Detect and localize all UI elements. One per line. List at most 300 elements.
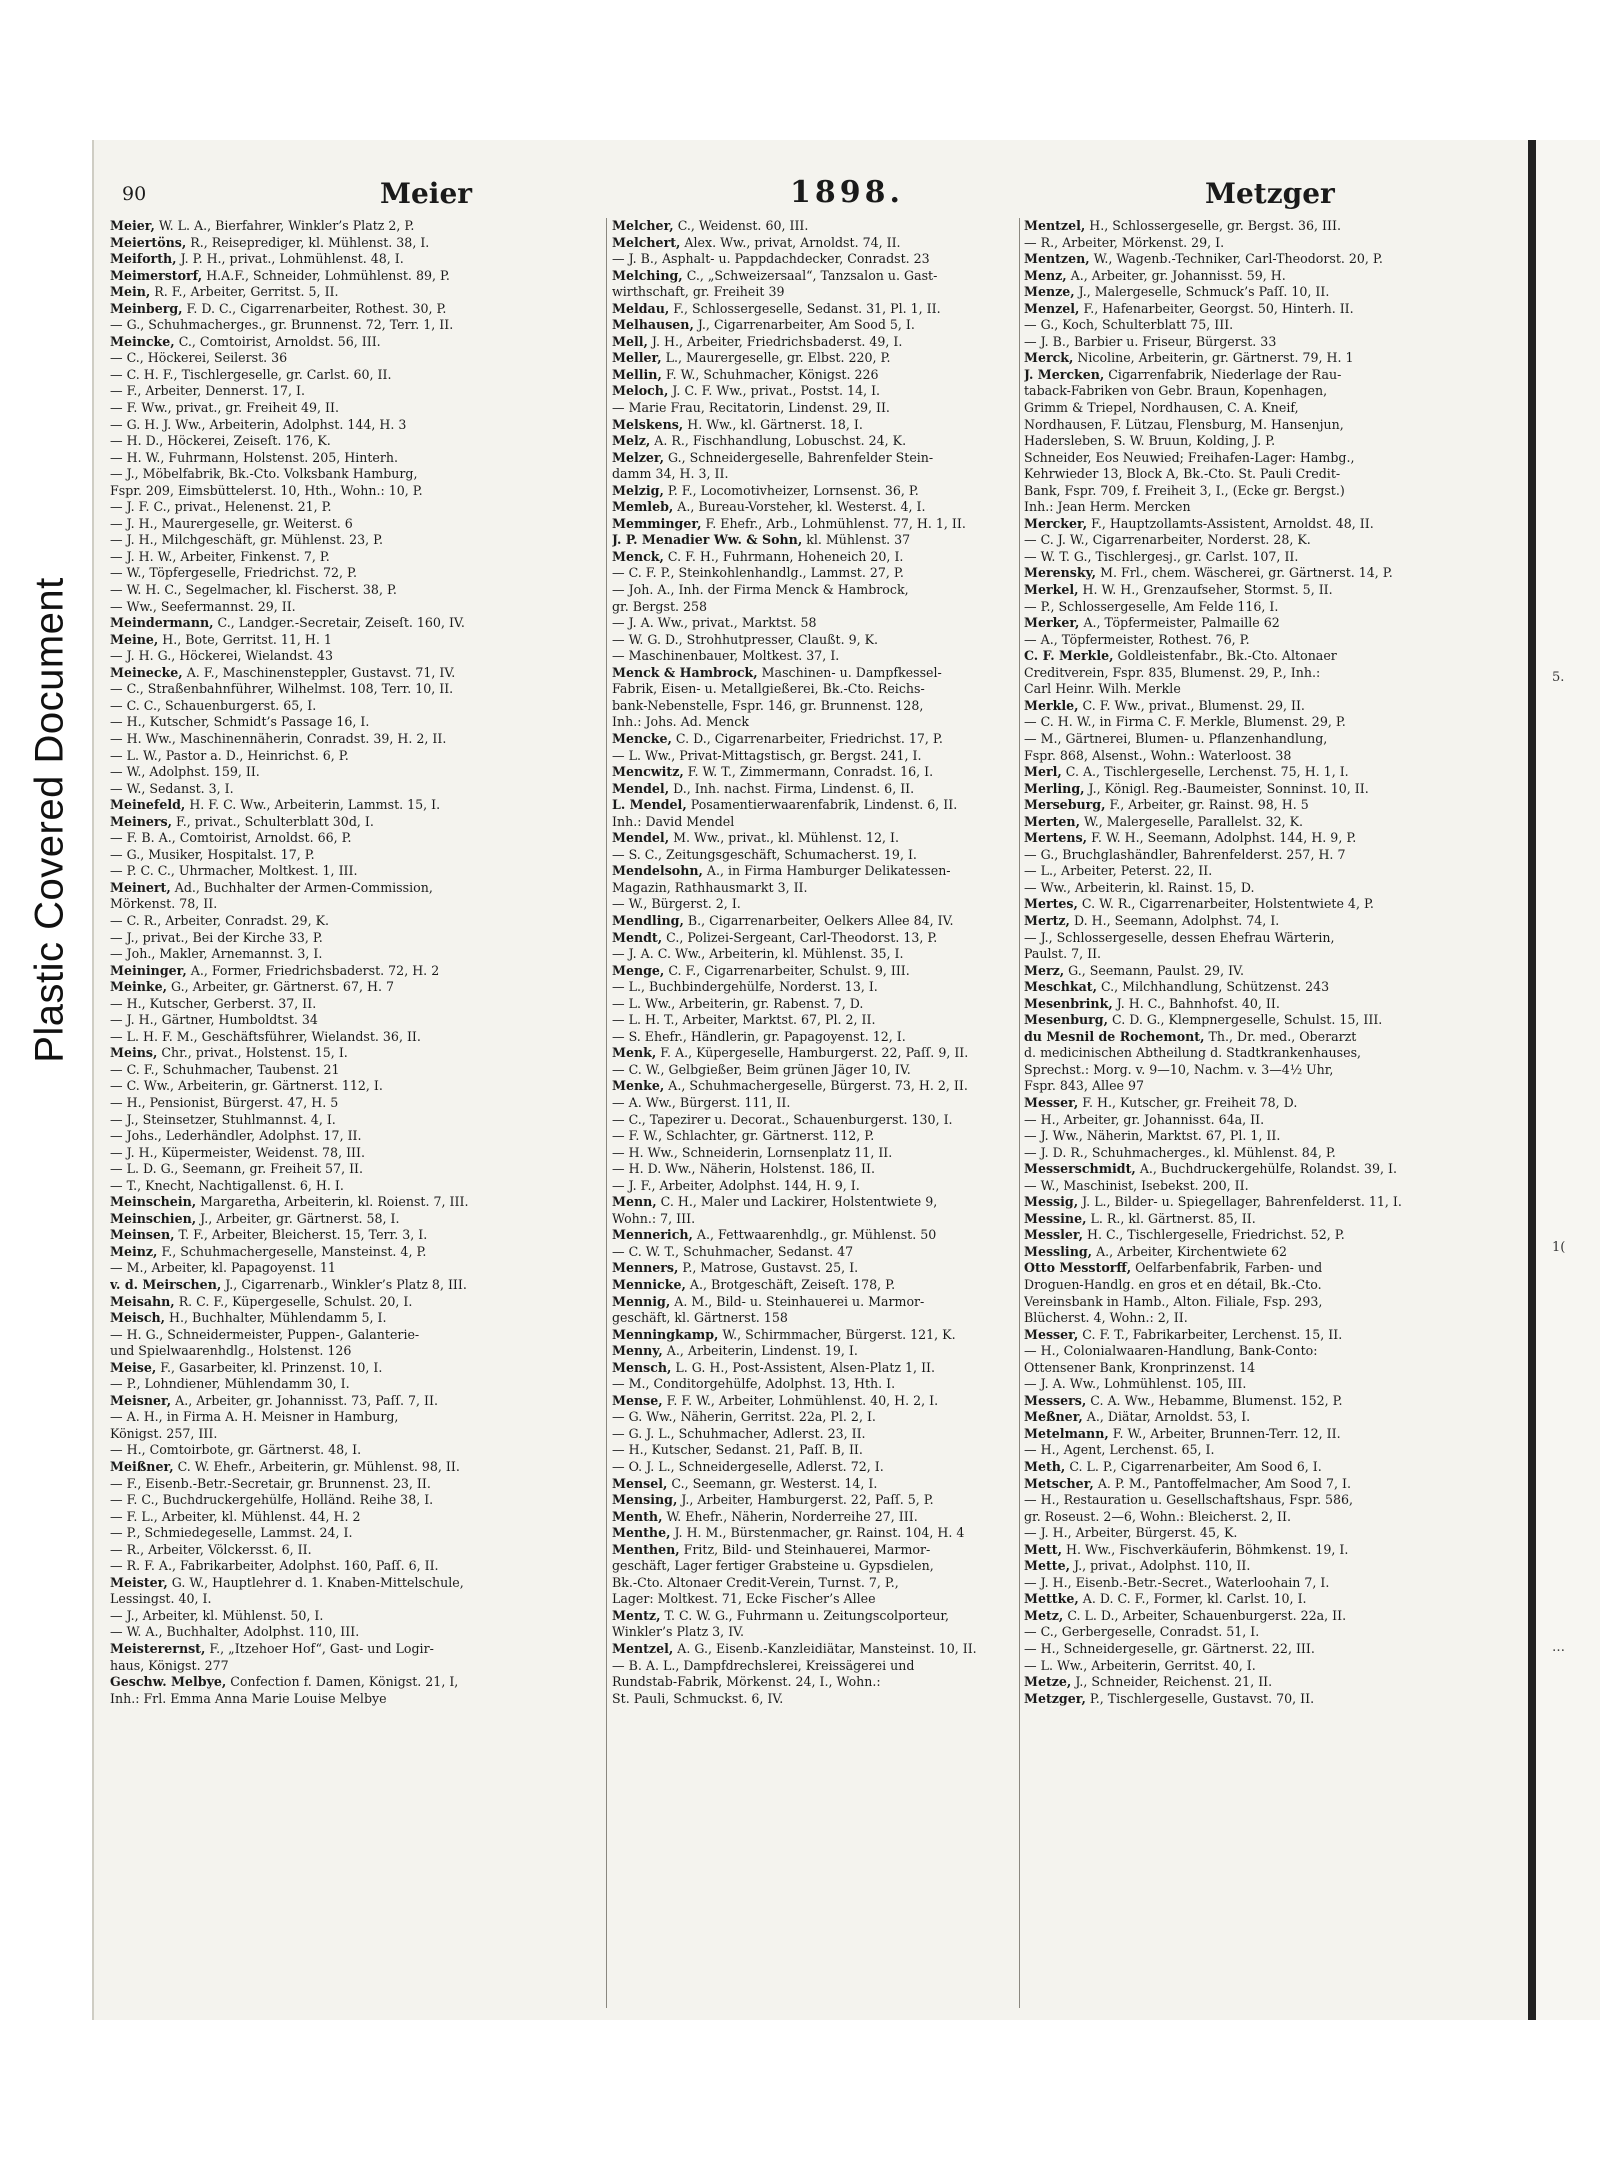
directory-entry — [612, 1509, 1015, 1526]
entry-details: C. F., Cigarrenarbeiter, Schulst. 9, III. — [664, 962, 910, 978]
entry-details: W. Ehefr., Näherin, Norderreihe 27, III. — [662, 1508, 918, 1524]
entry-surname: Mertes, — [1024, 896, 1078, 912]
directory-entry — [1024, 930, 1514, 947]
entry-details: Cigarrenfabrik, Niederlage der Rau- — [1104, 366, 1342, 382]
entry-details: F. W. T., Zimmermann, Conradst. 16, I. — [683, 764, 934, 780]
entry-details: C. L. P., Cigarrenarbeiter, Am Sood 6, I. — [1065, 1459, 1322, 1475]
entry-details: Maschinen- u. Dampfkessel- — [757, 664, 942, 680]
directory-entry — [1024, 847, 1514, 864]
directory-entry — [110, 979, 600, 996]
directory-entry — [1024, 1376, 1514, 1393]
directory-entry — [1024, 251, 1514, 268]
directory-entry — [612, 1691, 1015, 1708]
entry-surname: Meiners, — [110, 813, 173, 829]
entry-details: J., Arbeiter, Hamburgerst. 22, Paſſ. 5, P. — [677, 1492, 934, 1508]
entry-details: Bk.-Cto. Altonaer Credit-Verein, Turnst. 7, P., — [612, 1574, 899, 1590]
entry-details: — C., Höckerei, Seilerst. 36 — [110, 350, 288, 366]
directory-entry — [1024, 1459, 1514, 1476]
entry-details: — H., Arbeiter, gr. Johannisst. 64a, II. — [1024, 1111, 1265, 1127]
entry-details: G., Seemann, Paulst. 29, IV. — [1064, 962, 1244, 978]
directory-entry — [612, 1327, 1015, 1344]
entry-details: — A. Ww., Bürgerst. 111, II. — [612, 1094, 791, 1110]
entry-surname: Merl, — [1024, 764, 1062, 780]
entry-details: — H. Ww., Schneiderin, Lornsenplatz 11, II. — [612, 1144, 893, 1160]
entry-surname: Menge, — [612, 962, 665, 978]
entry-surname: Mell, — [612, 333, 648, 349]
entry-details: C. W. R., Cigarrenarbeiter, Holstentwiete 4, P. — [1077, 896, 1374, 912]
directory-entry — [612, 1128, 1015, 1145]
directory-entry — [612, 367, 1015, 384]
entry-details: J., Schneider, Reichenst. 21, II. — [1071, 1674, 1273, 1690]
directory-entry — [612, 632, 1015, 649]
directory-entry — [110, 1525, 600, 1542]
directory-entry — [612, 483, 1015, 500]
entry-details: — C. H. F., Tischlergeselle, gr. Carlst. 60, II. — [110, 366, 392, 382]
directory-entry — [110, 516, 600, 533]
entry-surname: Mesenbrink, — [1024, 995, 1113, 1011]
directory-entry — [110, 946, 600, 963]
directory-entry — [612, 450, 1015, 467]
directory-entry — [1024, 1476, 1514, 1493]
entry-details: C., Milchhandlung, Schützenst. 243 — [1096, 979, 1330, 995]
directory-entry — [612, 847, 1015, 864]
entry-details: — S. Ehefr., Händlerin, gr. Papagoyenst. 12, I. — [612, 1028, 906, 1044]
entry-details: — W., Maschinist, Isebekst. 200, II. — [1024, 1177, 1249, 1193]
entry-details: A. F., Maschinensteppler, Gustavst. 71, IV. — [182, 664, 456, 680]
directory-entry — [612, 863, 1015, 880]
entry-details: A., Schuhmachergeselle, Bürgerst. 73, H. 2, II. — [664, 1078, 968, 1094]
entry-details: Rundstab-Fabrik, Mörkenst. 24, I., Wohn.: — [612, 1674, 881, 1690]
directory-entry — [110, 1310, 600, 1327]
entry-details: Grimm & Triepel, Nordhausen, C. A. Kneif, — [1024, 400, 1299, 416]
directory-entry — [612, 1575, 1015, 1592]
entry-details: — R., Arbeiter, Mörkenst. 29, I. — [1024, 234, 1225, 250]
directory-entry — [612, 433, 1015, 450]
entry-details: C. W. Ehefr., Arbeiterin, gr. Mühlenst. 98, II. — [173, 1459, 460, 1475]
adjacent-page-fragment: 1( — [1552, 1240, 1566, 1255]
entry-details: F., Gasarbeiter, kl. Prinzenst. 10, I. — [156, 1359, 383, 1375]
entry-details: C., „Schweizersaal“, Tanzsalon u. Gast- — [682, 267, 938, 283]
entry-details: — L. W., Pastor a. D., Heinrichst. 6, P. — [110, 747, 349, 763]
entry-details: — W., Töpfergeselle, Friedrichst. 72, P. — [110, 565, 357, 581]
entry-details: Inh.: Jean Herm. Mercken — [1024, 499, 1191, 515]
page-number: 90 — [122, 183, 147, 205]
entry-details: Paulst. 7, II. — [1024, 946, 1102, 962]
directory-entry — [1024, 1294, 1514, 1311]
directory-entry — [110, 268, 600, 285]
entry-surname: Meincke, — [110, 333, 175, 349]
entry-details: Lessingst. 40, I. — [110, 1591, 212, 1607]
directory-entry — [612, 1277, 1015, 1294]
entry-details: Winkler’s Platz 3, IV. — [612, 1624, 745, 1640]
entry-surname: Mendt, — [612, 929, 663, 945]
entry-details: R., Reiseprediger, kl. Mühlenst. 38, I. — [186, 234, 430, 250]
entry-details: J., privat., Adolphst. 110, II. — [1070, 1558, 1251, 1574]
entry-surname: Mendling, — [612, 912, 684, 928]
entry-surname: Metelmann, — [1024, 1425, 1109, 1441]
directory-entry — [1024, 913, 1514, 930]
entry-details: — O. J. L., Schneidergeselle, Adlerst. 72, I. — [612, 1459, 884, 1475]
entry-details: — G. J. L., Schuhmacher, Adlerst. 23, II. — [612, 1425, 866, 1441]
entry-surname: Meißner, — [110, 1459, 174, 1475]
entry-details: haus, Königst. 277 — [110, 1657, 229, 1673]
directory-entry — [612, 748, 1015, 765]
directory-entry — [612, 400, 1015, 417]
entry-details: — J. H. G., Höckerei, Wielandst. 43 — [110, 648, 333, 664]
entry-details: L., Maurergeselle, gr. Elbst. 220, P. — [661, 350, 891, 366]
entry-details: C. L. D., Arbeiter, Schauenburgerst. 22a, II. — [1063, 1607, 1347, 1623]
entry-surname: Menz, — [1024, 267, 1067, 283]
entry-details: — Marie Frau, Recitatorin, Lindenst. 29, II. — [612, 400, 890, 416]
directory-entry — [612, 235, 1015, 252]
entry-details: Blücherst. 4, Wohn.: 2, II. — [1024, 1310, 1188, 1326]
directory-entry — [612, 665, 1015, 682]
entry-surname: Meinberg, — [110, 300, 183, 316]
directory-entry — [612, 1211, 1015, 1228]
directory-entry — [612, 350, 1015, 367]
entry-details: — C. R., Arbeiter, Conradst. 29, K. — [110, 912, 329, 928]
directory-entry — [110, 797, 600, 814]
entry-details: Nicoline, Arbeiterin, gr. Gärtnerst. 79, H. 1 — [1073, 350, 1354, 366]
entry-details: F. H., Kutscher, gr. Freiheit 78, D. — [1078, 1094, 1298, 1110]
directory-entry — [110, 1542, 600, 1559]
entry-details: W., Schirmmacher, Bürgerst. 121, K. — [718, 1326, 956, 1342]
directory-entry — [110, 681, 600, 698]
directory-entry — [1024, 582, 1514, 599]
entry-surname: Mentz, — [612, 1607, 661, 1623]
directory-entry — [612, 516, 1015, 533]
entry-details: — W. T. G., Tischlergesj., gr. Carlst. 107, II. — [1024, 548, 1299, 564]
directory-entry — [110, 1641, 600, 1658]
entry-details: — F. B. A., Comtoirist, Arnoldst. 66, P. — [110, 830, 352, 846]
entry-details: F., privat., Schulterblatt 30d, I. — [172, 813, 374, 829]
entry-details: — Ww., Seefermannst. 29, II. — [110, 598, 296, 614]
entry-details: H.A.F., Schneider, Lohmühlenst. 89, P. — [202, 267, 450, 283]
entry-details: — B. A. L., Dampfdrechslerei, Kreissägerei und — [612, 1657, 915, 1673]
directory-entry — [110, 1509, 600, 1526]
directory-entry — [110, 930, 600, 947]
directory-entry — [110, 1145, 600, 1162]
entry-details: — L. H. F. M., Geschäftsführer, Wielandst. 36, II. — [110, 1028, 421, 1044]
entry-details: — C. F. P., Steinkohlenhandlg., Lammst. 27, P. — [612, 565, 904, 581]
entry-details: — T., Knecht, Nachtigallenst. 6, H. I. — [110, 1177, 344, 1193]
directory-entry — [1024, 615, 1514, 632]
entry-details: J., Malergeselle, Schmuck’s Paſſ. 10, II. — [1074, 284, 1330, 300]
directory-entry — [110, 764, 600, 781]
directory-entry — [1024, 284, 1514, 301]
entry-details: — J. H., Küpermeister, Weidenst. 78, III. — [110, 1144, 365, 1160]
directory-entry — [612, 1045, 1015, 1062]
entry-details: C. D. G., Klempnergeselle, Schulst. 15, III. — [1108, 1012, 1383, 1028]
directory-entry — [110, 1327, 600, 1344]
entry-surname: Geschw. Melbye, — [110, 1674, 227, 1690]
entry-details: — C. C., Schauenburgerst. 65, I. — [110, 697, 317, 713]
directory-entry — [110, 1591, 600, 1608]
directory-entry — [612, 1492, 1015, 1509]
directory-entry — [612, 1145, 1015, 1162]
directory-entry — [1024, 350, 1514, 367]
entry-surname: Messine, — [1024, 1210, 1087, 1226]
directory-entry — [110, 1128, 600, 1145]
directory-entry — [1024, 516, 1514, 533]
directory-entry — [110, 913, 600, 930]
directory-entry — [1024, 1492, 1514, 1509]
directory-entry — [110, 1608, 600, 1625]
directory-entry — [1024, 1062, 1514, 1079]
directory-entry — [612, 1360, 1015, 1377]
entry-surname: Meloch, — [612, 383, 669, 399]
entry-details: A., Former, Friedrichsbaderst. 72, H. 2 — [186, 962, 440, 978]
entry-surname: Menze, — [1024, 284, 1075, 300]
entry-details: — C., Tapezirer u. Decorat., Schauenburgerst. 130, I. — [612, 1111, 953, 1127]
directory-entry — [110, 748, 600, 765]
entry-details: — H., Restauration u. Gesellschaftshaus, Fspr. 586, — [1024, 1492, 1354, 1508]
directory-entry — [1024, 896, 1514, 913]
entry-details: wirthschaft, gr. Freiheit 39 — [612, 284, 785, 300]
directory-entry — [110, 582, 600, 599]
entry-surname: Merck, — [1024, 350, 1074, 366]
column-left — [110, 218, 600, 2008]
directory-entry — [1024, 996, 1514, 1013]
entry-surname: Metze, — [1024, 1674, 1072, 1690]
directory-entry — [1024, 648, 1514, 665]
directory-entry — [110, 1624, 600, 1641]
entry-details: F. F. W., Arbeiter, Lohmühlenst. 40, H. 2, I. — [662, 1392, 939, 1408]
entry-surname: Mette, — [1024, 1558, 1070, 1574]
directory-entry — [612, 1012, 1015, 1029]
directory-entry — [612, 698, 1015, 715]
entry-details: F., Hafenarbeiter, Georgst. 50, Hinterh. II. — [1079, 300, 1354, 316]
entry-surname: Merensky, — [1024, 565, 1097, 581]
entry-details: — J. H. W., Arbeiter, Finkenst. 7, P. — [110, 548, 330, 564]
entry-details: — Ww., Arbeiterin, kl. Rainst. 15, D. — [1024, 879, 1255, 895]
directory-entry — [1024, 1691, 1514, 1708]
directory-entry — [110, 830, 600, 847]
entry-details: J. C. F. Ww., privat., Postst. 14, I. — [668, 383, 881, 399]
entry-surname: Meldau, — [612, 300, 670, 316]
entry-surname: Mennig, — [612, 1293, 671, 1309]
directory-entry — [612, 731, 1015, 748]
header-year: 1898. — [790, 175, 904, 210]
directory-entry — [1024, 1012, 1514, 1029]
directory-entry — [110, 549, 600, 566]
entry-details: — H., Colonialwaaren-Handlung, Bank-Conto: — [1024, 1343, 1318, 1359]
entry-surname: Menthen, — [612, 1541, 680, 1557]
directory-entry — [110, 863, 600, 880]
entry-details: A. R., Fischhandlung, Lobuschst. 24, K. — [650, 433, 907, 449]
entry-surname: Meins, — [110, 1045, 158, 1061]
entry-details: — H. W., Fuhrmann, Holstenst. 205, Hinterh. — [110, 449, 399, 465]
entry-details: J. H. C., Bahnhofst. 40, II. — [1112, 995, 1280, 1011]
directory-entry — [612, 714, 1015, 731]
directory-entry — [612, 797, 1015, 814]
directory-entry — [612, 1095, 1015, 1112]
entry-details: — W. A., Buchhalter, Adolphst. 110, III. — [110, 1624, 360, 1640]
entry-details: H., Bote, Gerritst. 11, H. 1 — [158, 631, 332, 647]
entry-details: Inh.: Johs. Ad. Menck — [612, 714, 749, 730]
entry-details: C., Polizei-Sergeant, Carl-Theodorst. 13, P. — [662, 929, 938, 945]
adjacent-page-fragment: 5. — [1552, 670, 1565, 685]
directory-entry — [1024, 549, 1514, 566]
directory-entry — [1024, 830, 1514, 847]
entry-details: H., Schlossergeselle, gr. Bergst. 36, III. — [1085, 218, 1341, 233]
side-label — [20, 560, 80, 1080]
entry-details: — J. A. C. Ww., Arbeiterin, kl. Mühlenst. 35, I. — [612, 946, 904, 962]
entry-surname: Melching, — [612, 267, 683, 283]
entry-details: C., Comtoirist, Arnoldst. 56, III. — [174, 333, 381, 349]
entry-details: — H., Kutscher, Sedanst. 21, Paſſ. B, II. — [612, 1442, 863, 1458]
entry-surname: Meschkat, — [1024, 979, 1097, 995]
directory-entry — [612, 681, 1015, 698]
entry-details: — H., Kutscher, Schmidt’s Passage 16, I. — [110, 714, 370, 730]
entry-surname: Mein, — [110, 284, 151, 300]
directory-entry — [612, 913, 1015, 930]
entry-surname: Merz, — [1024, 962, 1065, 978]
directory-entry — [110, 1442, 600, 1459]
directory-entry — [1024, 979, 1514, 996]
entry-surname: J. P. Menadier Ww. & Sohn, — [612, 532, 803, 548]
entry-details: — L., Buchbindergehülfe, Norderst. 13, I. — [612, 979, 878, 995]
entry-details: D., Inh. nachst. Firma, Lindenst. 6, II. — [669, 780, 915, 796]
entry-details: A., Arbeiter, gr. Johannisst. 59, H. — [1066, 267, 1286, 283]
entry-details: L. G. H., Post-Assistent, Alsen-Platz 1, II. — [671, 1359, 936, 1375]
entry-details: — P., Schlossergeselle, Am Felde 116, I. — [1024, 598, 1279, 614]
entry-details: F., Hauptzollamts-Assistent, Arnoldst. 48, II. — [1087, 515, 1374, 531]
directory-entry — [110, 400, 600, 417]
directory-entry — [110, 218, 600, 235]
entry-details: — J. H., Maurergeselle, gr. Weiterst. 6 — [110, 515, 353, 531]
entry-surname: Mendel, — [612, 830, 670, 846]
directory-entry — [1024, 764, 1514, 781]
directory-entry — [1024, 1128, 1514, 1145]
entry-surname: Memleb, — [612, 499, 674, 515]
directory-entry — [110, 284, 600, 301]
entry-details: — R. F. A., Fabrikarbeiter, Adolphst. 160, Paſſ. 6, II. — [110, 1558, 439, 1574]
directory-entry — [110, 814, 600, 831]
directory-entry — [612, 1376, 1015, 1393]
directory-entry — [612, 1178, 1015, 1195]
entry-details: — A., Töpfermeister, Rothest. 76, P. — [1024, 631, 1250, 647]
entry-details: Inh.: Frl. Emma Anna Marie Louise Melbye — [110, 1690, 387, 1706]
directory-entry — [1024, 1591, 1514, 1608]
entry-details: — C., Gerbergeselle, Conradst. 51, I. — [1024, 1624, 1260, 1640]
entry-details: — R., Arbeiter, Völckersst. 6, II. — [110, 1541, 312, 1557]
entry-surname: Otto Messtorff, — [1024, 1260, 1132, 1276]
directory-entry — [1024, 367, 1514, 384]
directory-entry — [1024, 665, 1514, 682]
directory-entry — [612, 317, 1015, 334]
directory-entry — [1024, 1525, 1514, 1542]
entry-surname: Mencwitz, — [612, 764, 684, 780]
directory-entry — [612, 1244, 1015, 1261]
directory-entry — [612, 499, 1015, 516]
entry-details: — W., Bürgerst. 2, I. — [612, 896, 741, 912]
entry-surname: Mentzel, — [1024, 218, 1086, 233]
entry-details: — G., Musiker, Hospitalst. 17, P. — [110, 846, 315, 862]
directory-entry — [1024, 499, 1514, 516]
entry-details: H. W. H., Grenzaufseher, Stormst. 5, II. — [1078, 582, 1333, 598]
directory-entry — [1024, 334, 1514, 351]
directory-entry — [1024, 1327, 1514, 1344]
directory-entry — [1024, 1624, 1514, 1641]
entry-surname: Melhausen, — [612, 317, 694, 333]
directory-entry — [110, 251, 600, 268]
entry-details: Carl Heinr. Wilh. Merkle — [1024, 681, 1181, 697]
entry-surname: Mett, — [1024, 1541, 1062, 1557]
entry-surname: Meinecke, — [110, 664, 183, 680]
directory-entry — [110, 1277, 600, 1294]
directory-entry — [612, 1062, 1015, 1079]
entry-details: — L. H. T., Arbeiter, Marktst. 67, Pl. 2, II. — [612, 1012, 876, 1028]
directory-entry — [612, 1112, 1015, 1129]
entry-surname: Mendel, — [612, 780, 670, 796]
directory-entry — [1024, 1674, 1514, 1691]
entry-surname: v. d. Meirschen, — [110, 1277, 222, 1292]
entry-surname: Merkle, — [1024, 697, 1079, 713]
entry-details: — Joh. A., Inh. der Firma Menck & Hambrock, — [612, 582, 909, 598]
directory-entry — [110, 880, 600, 897]
entry-details: — H., Pensionist, Bürgerst. 47, H. 5 — [110, 1094, 339, 1110]
entry-details: — L. D. G., Seemann, gr. Freiheit 57, II. — [110, 1161, 364, 1177]
entry-details: G., Arbeiter, gr. Gärtnerst. 67, H. 7 — [167, 979, 394, 995]
entry-surname: Meinsen, — [110, 1227, 175, 1243]
directory-entry — [1024, 532, 1514, 549]
directory-entry — [612, 1476, 1015, 1493]
entry-surname: Meindermann, — [110, 615, 214, 631]
page-edge-shadow — [1528, 140, 1536, 2020]
directory-entry — [612, 1624, 1015, 1641]
entry-surname: Messling, — [1024, 1243, 1093, 1259]
directory-entry — [110, 466, 600, 483]
entry-details: — M., Gärtnerei, Blumen- u. Pflanzenhandlung, — [1024, 730, 1328, 746]
directory-entry — [1024, 450, 1514, 467]
entry-details: Bank, Fspr. 709, f. Freiheit 3, I., (Ecke gr. Bergst.) — [1024, 482, 1345, 498]
entry-details: — J., privat., Bei der Kirche 33, P. — [110, 929, 323, 945]
entry-details: J. P. H., privat., Lohmühlenst. 48, I. — [176, 251, 404, 267]
entry-details: — F. W., Schlachter, gr. Gärtnerst. 112, P. — [612, 1128, 875, 1144]
entry-details: H. C., Tischlergeselle, Friedrichst. 52, P. — [1083, 1227, 1345, 1243]
entry-surname: Meine, — [110, 631, 159, 647]
directory-entry — [612, 1029, 1015, 1046]
directory-entry — [612, 1294, 1015, 1311]
entry-details: — J. B., Asphalt- u. Pappdachdecker, Conradst. 23 — [612, 251, 930, 267]
entry-details: und Spielwaarenhdlg., Holstenst. 126 — [110, 1343, 352, 1359]
entry-details: — M., Conditorgehülfe, Adolphst. 13, Hth. I. — [612, 1376, 896, 1392]
directory-entry — [1024, 1409, 1514, 1426]
directory-entry — [1024, 1310, 1514, 1327]
directory-entry — [1024, 1575, 1514, 1592]
directory-entry — [110, 665, 600, 682]
entry-details: — F. C., Buchdruckergehülfe, Holländ. Reihe 38, I. — [110, 1492, 434, 1508]
entry-details: G. W., Hauptlehrer d. 1. Knaben-Mittelschule, — [167, 1574, 464, 1590]
directory-entry — [1024, 1641, 1514, 1658]
entry-surname: Mentzel, — [612, 1641, 674, 1657]
directory-entry — [1024, 317, 1514, 334]
entry-details: — W. H. C., Segelmacher, kl. Fischerst. 38, P. — [110, 582, 397, 598]
directory-entry — [110, 963, 600, 980]
entry-details: Goldleistenfabr., Bk.-Cto. Altonaer — [1113, 648, 1337, 664]
entry-details: A., Arbeiter, gr. Johannisst. 73, Paſſ. 7, II. — [171, 1392, 438, 1408]
directory-entry — [1024, 1227, 1514, 1244]
directory-entry — [612, 814, 1015, 831]
entry-surname: Mesenburg, — [1024, 1012, 1108, 1028]
entry-details: Confection f. Damen, Königst. 21, I, — [226, 1674, 459, 1690]
directory-entry — [110, 698, 600, 715]
directory-entry — [1024, 1244, 1514, 1261]
entry-details: Fritz, Bild- und Steinhauerei, Marmor- — [679, 1541, 931, 1557]
entry-details: Alex. Ww., privat, Arnoldst. 74, II. — [680, 234, 901, 250]
entry-surname: Mertz, — [1024, 912, 1070, 928]
